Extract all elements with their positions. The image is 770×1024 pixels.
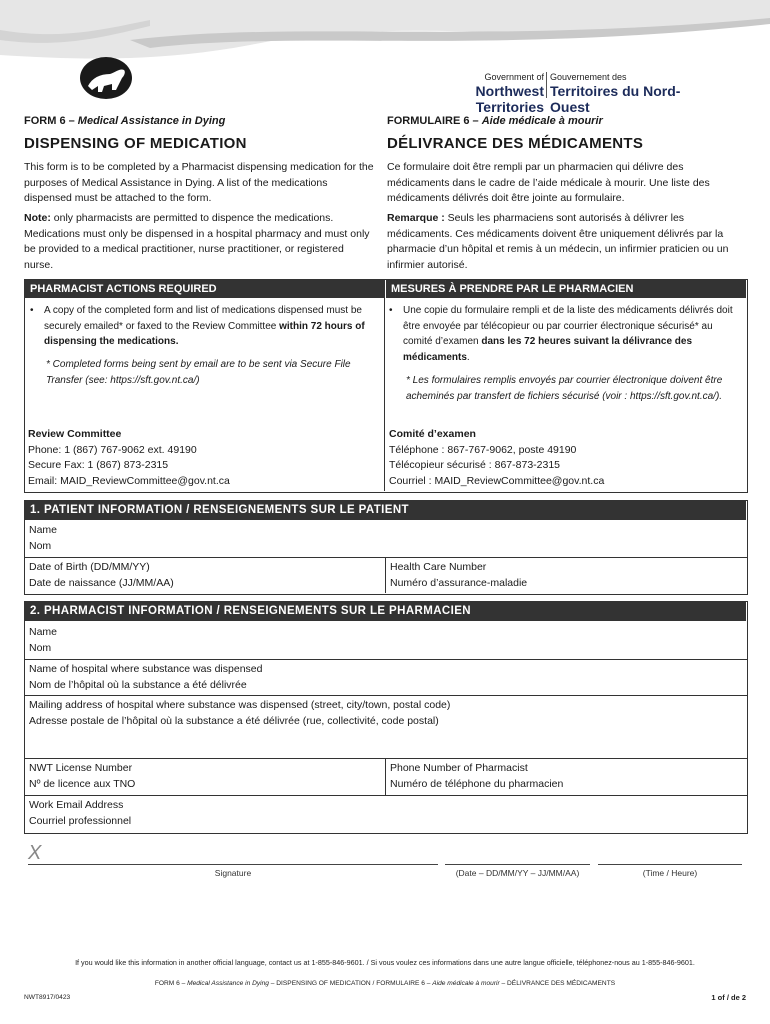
- form-ref-name-en: Medical Assistance in Dying: [187, 980, 269, 987]
- note-label-en: Note:: [24, 212, 51, 224]
- pharmacist-name-label-en: Name: [29, 626, 58, 638]
- work-email-field[interactable]: [25, 796, 745, 832]
- bullet-pre-fr: Une copie du formulaire rempli et de la liste des médicaments délivrés doit être envoyée par télécopieur ou par courrier électronique sécurisé* au comité d’examen: [403, 305, 733, 347]
- license-label-en: NWT License Number: [29, 762, 133, 774]
- dob-label-en: Date of Birth (DD/MM/YY): [29, 561, 150, 573]
- hospital-address-field[interactable]: [25, 696, 745, 758]
- phone-label-fr: Numéro de téléphone du pharmacien: [390, 777, 564, 790]
- license-number-field[interactable]: [25, 759, 385, 795]
- time-label: (Time / Heure): [642, 868, 698, 878]
- section2-header: 2. PHARMACIST INFORMATION / RENSEIGNEMENTS SUR LE PHARMACIEN: [25, 602, 746, 621]
- form-number-en: FORM 6 –: [24, 115, 78, 127]
- form-ref-mid: – DISPENSING OF MEDICATION / FORMULAIRE 6 –: [268, 980, 433, 987]
- gov-fr-line1: Gouvernement des: [550, 72, 627, 82]
- form-name-fr: Aide médicale à mourir: [481, 115, 603, 127]
- actions-header-fr: MESURES À PRENDRE PAR LE PHARMACIEN: [386, 280, 746, 298]
- pharmacist-name-label-fr: Nom: [29, 641, 52, 654]
- date-label: (Date – DD/MM/YY – JJ/MM/AA): [455, 868, 580, 878]
- committee-en: [28, 427, 378, 489]
- form-reference: [0, 980, 770, 987]
- signature-line[interactable]: [28, 864, 438, 865]
- page-title-en: DISPENSING OF MEDICATION: [24, 135, 247, 152]
- pharmacist-phone-field[interactable]: [386, 759, 746, 795]
- patient-dob-field[interactable]: [25, 558, 385, 593]
- time-line[interactable]: [598, 864, 742, 865]
- gov-divider: [546, 72, 547, 98]
- committee-phone-en: Phone: 1 (867) 767-9062 ext. 49190: [28, 443, 197, 456]
- bullet-bold-fr: dans les 72 heures suivant la délivrance des médicaments: [403, 336, 693, 363]
- bullet-end-fr: .: [466, 351, 470, 363]
- gov-name-en: [404, 72, 544, 115]
- address-label-en: Mailing address of hospital where substance was dispensed (street, city/town, postal code): [29, 699, 451, 711]
- page-number: 1 of / de 2: [711, 993, 746, 1002]
- patient-name-field[interactable]: [25, 521, 745, 557]
- bullet-text-fr: [403, 303, 739, 365]
- hcn-label-en: Health Care Number: [390, 561, 487, 573]
- committee-title-en: Review Committee: [28, 428, 122, 440]
- hospital-label-fr: Nom de l’hôpital où la substance a été délivrée: [29, 678, 247, 691]
- footnote-fr: * Les formulaires remplis envoyés par courrier électronique doivent être acheminés par transfert de fichiers sécurisé (voir : https://sft.gov.nt.ca/).: [406, 375, 723, 402]
- bullet-pre-en: A copy of the completed form and list of medications dispensed must be securely emailed* or faxed to the Review Committee: [44, 305, 362, 332]
- form-number-fr: FORMULAIRE 6 –: [387, 115, 482, 127]
- form-ref-name-fr: Aide médicale à mourir: [432, 980, 500, 987]
- actions-divider: [384, 280, 385, 491]
- actions-bullet-en: [30, 303, 370, 350]
- dob-label-fr: Date de naissance (JJ/MM/AA): [29, 576, 174, 589]
- date-line[interactable]: [445, 864, 590, 865]
- license-label-fr: Nº de licence aux TNO: [29, 777, 136, 790]
- bullet-icon: •: [389, 305, 393, 316]
- section1-header: 1. PATIENT INFORMATION / RENSEIGNEMENTS SUR LE PATIENT: [25, 501, 746, 520]
- note-text-en: only pharmacists are permitted to dispence the medications. Medications must only be dispensed in a hospital pharmacy and must only be provided to a medical practitioner, nurse practitioner, or registered nurse.: [24, 212, 370, 271]
- gov-name-fr: [550, 72, 720, 115]
- actions-bullet-fr: [389, 303, 739, 365]
- signature-label: Signature: [214, 868, 252, 878]
- language-notice: If you would like this information in another official language, contact us at 1-855-846-9601. / Si vous voulez ces informations dans une autre langue officielle, téléphonez-nous au 1-855-846-9601.: [75, 958, 695, 967]
- form-ref-pre: FORM 6 –: [154, 980, 188, 987]
- form-code: NWT8917/0423: [24, 994, 71, 1001]
- note-fr: [387, 211, 742, 273]
- bullet-bold-en: within 72 hours of dispensing the medications.: [44, 320, 365, 347]
- form-label-en: [24, 115, 225, 127]
- intro-en: This form is to be completed by a Pharmacist dispensing medication for the purposes of Medical Assistance in Dying. A list of the medications dispensed must be attached to the form.: [24, 161, 374, 204]
- note-en: [24, 211, 374, 273]
- gov-fr-line2: Territoires du Nord-Ouest: [550, 83, 681, 115]
- form-ref-end: – DÉLIVRANCE DES MÉDICAMENTS: [499, 980, 616, 987]
- committee-phone-fr: Téléphone : 867-767-9062, poste 49190: [389, 443, 577, 456]
- form-name-en: Medical Assistance in Dying: [77, 115, 226, 127]
- bullet-icon: •: [30, 305, 34, 316]
- gov-en-line1: Government of: [484, 72, 544, 82]
- committee-email-fr: Courriel : MAID_ReviewCommittee@gov.nt.ca: [389, 474, 605, 487]
- hospital-label-en: Name of hospital where substance was dispensed: [29, 663, 263, 675]
- phone-label-en: Phone Number of Pharmacist: [390, 762, 528, 774]
- form-label-fr: [387, 115, 603, 127]
- committee-fax-fr: Télécopieur sécurisé : 867-873-2315: [389, 459, 561, 471]
- health-care-number-field[interactable]: [386, 558, 746, 593]
- polar-bear-logo: [78, 52, 134, 100]
- note-text-fr: Seuls les pharmaciens sont autorisés à délivrer les médicaments. Ces médicaments doivent être uniquement délivrés par la pharmacie d’un hôpital et remis à un médecin, un infirmier praticien ou un infirmier autorisé.: [387, 212, 729, 271]
- signature-mark: X: [28, 842, 42, 864]
- address-label-fr: Adresse postale de l’hôpital où la substance a été délivrée (rue, collectivité, code postal): [29, 714, 439, 727]
- hcn-label-fr: Numéro d’assurance-maladie: [390, 576, 528, 589]
- intro-fr: Ce formulaire doit être rempli par un pharmacien qui délivre des médicaments dans le cadre de l’aide médicale à mourir. Une liste des médicaments délivrés doit être jointe au formulaire.: [387, 161, 710, 204]
- committee-fax-en: Secure Fax: 1 (867) 873-2315: [28, 459, 169, 471]
- patient-name-label-en: Name: [29, 524, 58, 536]
- email-label-en: Work Email Address: [29, 799, 124, 811]
- note-label-fr: Remarque :: [387, 212, 445, 224]
- pharmacist-name-field[interactable]: [25, 623, 745, 659]
- gov-en-line2: Northwest Territories: [475, 83, 544, 115]
- actions-header-en: PHARMACIST ACTIONS REQUIRED: [25, 280, 385, 298]
- bullet-text-en: [44, 303, 370, 350]
- committee-title-fr: Comité d’examen: [389, 428, 476, 440]
- committee-fr: [389, 427, 739, 489]
- patient-name-label-fr: Nom: [29, 539, 52, 552]
- email-label-fr: Courriel professionnel: [29, 814, 132, 827]
- footnote-en: * Completed forms being sent by email are to be sent via Secure File Transfer (see: https://sft.gov.nt.ca/): [46, 359, 351, 386]
- committee-email-en: Email: MAID_ReviewCommittee@gov.nt.ca: [28, 474, 230, 487]
- hospital-name-field[interactable]: [25, 660, 745, 695]
- page-title-fr: DÉLIVRANCE DES MÉDICAMENTS: [387, 135, 644, 152]
